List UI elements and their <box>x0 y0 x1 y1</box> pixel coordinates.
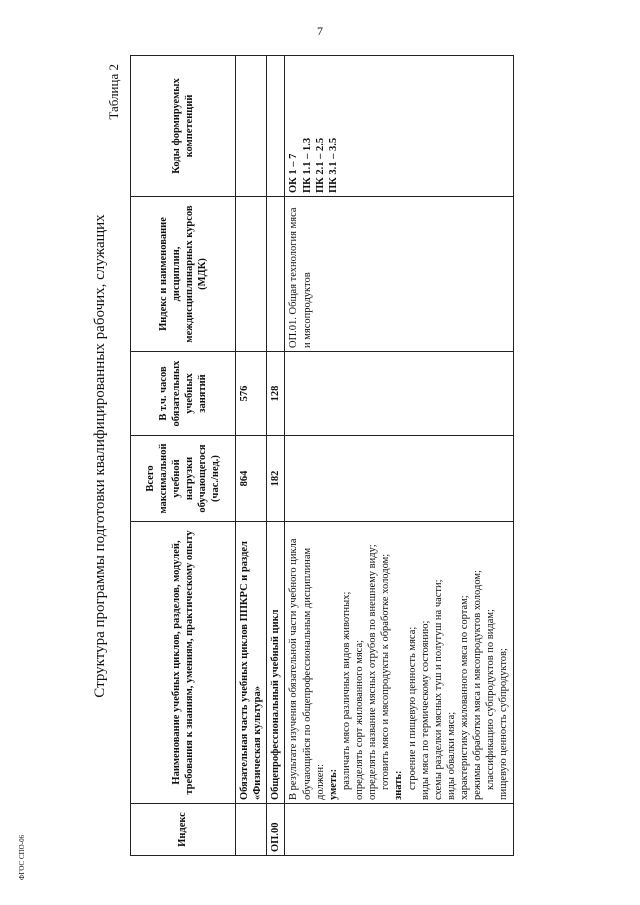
skill-item: определять название мясных отрубов по внешнему виду; <box>367 544 379 800</box>
cell-mdk <box>267 197 285 352</box>
cell-mandatory <box>285 352 513 436</box>
competency-code: ОК 1 – 7 <box>288 153 300 193</box>
table-row <box>267 56 285 856</box>
table-row <box>236 56 267 856</box>
cell-index <box>285 804 513 856</box>
cell-index <box>236 804 267 856</box>
cell-mandatory: 128 <box>267 352 285 436</box>
skill-item: определять сорт жилованного мяса; <box>354 639 365 800</box>
cell-mandatory: 576 <box>236 352 267 436</box>
footer-code: ФГОС СПО-06 <box>18 834 26 880</box>
header-index: Индекс <box>131 804 236 856</box>
skill-item: готовить мясо и мясопродукты к обработке холодом; <box>380 553 392 790</box>
cell-total: 864 <box>236 436 267 522</box>
knowledge-heading: знать: <box>393 770 405 800</box>
knowledge-item: виды мяса по термическому состоянию; <box>419 620 431 800</box>
requirements-intro: В результате изучения обязательной части учебного цикла обучающийся по общепрофессиональным дисциплинам должен: <box>288 538 326 800</box>
cell-total <box>285 436 513 522</box>
rotated-sheet <box>92 56 612 856</box>
header-codes: Коды формируемых компетенций <box>131 56 236 197</box>
table-label: Таблица 2 <box>106 64 121 120</box>
page-number: 7 <box>317 24 323 38</box>
cell-total: 182 <box>267 436 285 522</box>
cell-name: Общепрофессиональный учебный цикл <box>267 522 285 804</box>
knowledge-item: виды обвалки мяса; <box>445 711 457 800</box>
knowledge-item: пищевую ценность субпродуктов; <box>498 648 510 800</box>
knowledge-item: строение и пищевую ценность мяса; <box>406 626 418 790</box>
structure-table <box>130 55 514 856</box>
competency-code: ПК 3.1 – 3.5 <box>327 137 339 193</box>
header-name: Наименование учебных циклов, разделов, модулей, требования к знаниям, умениям, практическому опыту <box>131 522 236 804</box>
cell-name: Обязательная часть учебных циклов ППКРС и раздел «Физическая культура» <box>236 522 267 804</box>
competency-code: ПК 2.1 – 2.5 <box>314 137 326 193</box>
header-mandatory: В т.ч. часов обязательных учебных занятий <box>131 352 236 436</box>
cell-codes <box>267 56 285 197</box>
document-title: Структура программы подготовки квалифицированных рабочих, служащих <box>92 214 108 698</box>
header-mdk: Индекс и наименование дисциплин, междисциплинарных курсов (МДК) <box>131 197 236 352</box>
skill-item: различать мясо различных видов животных; <box>340 591 352 790</box>
knowledge-item: режимы обработки мяса и мясопродуктов холодом; <box>472 570 484 800</box>
cell-codes <box>236 56 267 197</box>
competency-code: ПК 1.1 – 1.3 <box>301 137 313 193</box>
cell-requirements <box>285 522 513 804</box>
cell-index: ОП.00 <box>267 804 285 856</box>
knowledge-item: характеристику жилованного мяса по сортам; <box>459 595 470 800</box>
knowledge-item: схемы разделки мясных туш и полутуш на части; <box>432 579 444 800</box>
header-row <box>131 56 236 856</box>
cell-codes <box>285 56 513 197</box>
table-row <box>285 56 513 856</box>
skills-heading: уметь: <box>327 768 339 800</box>
cell-mdk <box>236 197 267 352</box>
cell-mdk: ОП.01. Общая технология мяса и мясопродуктов <box>285 197 513 352</box>
knowledge-item: классификацию субпродуктов по видам; <box>485 609 497 790</box>
header-total: Всего максимальной учебной нагрузки обучающегося (час./нед.) <box>131 436 236 522</box>
